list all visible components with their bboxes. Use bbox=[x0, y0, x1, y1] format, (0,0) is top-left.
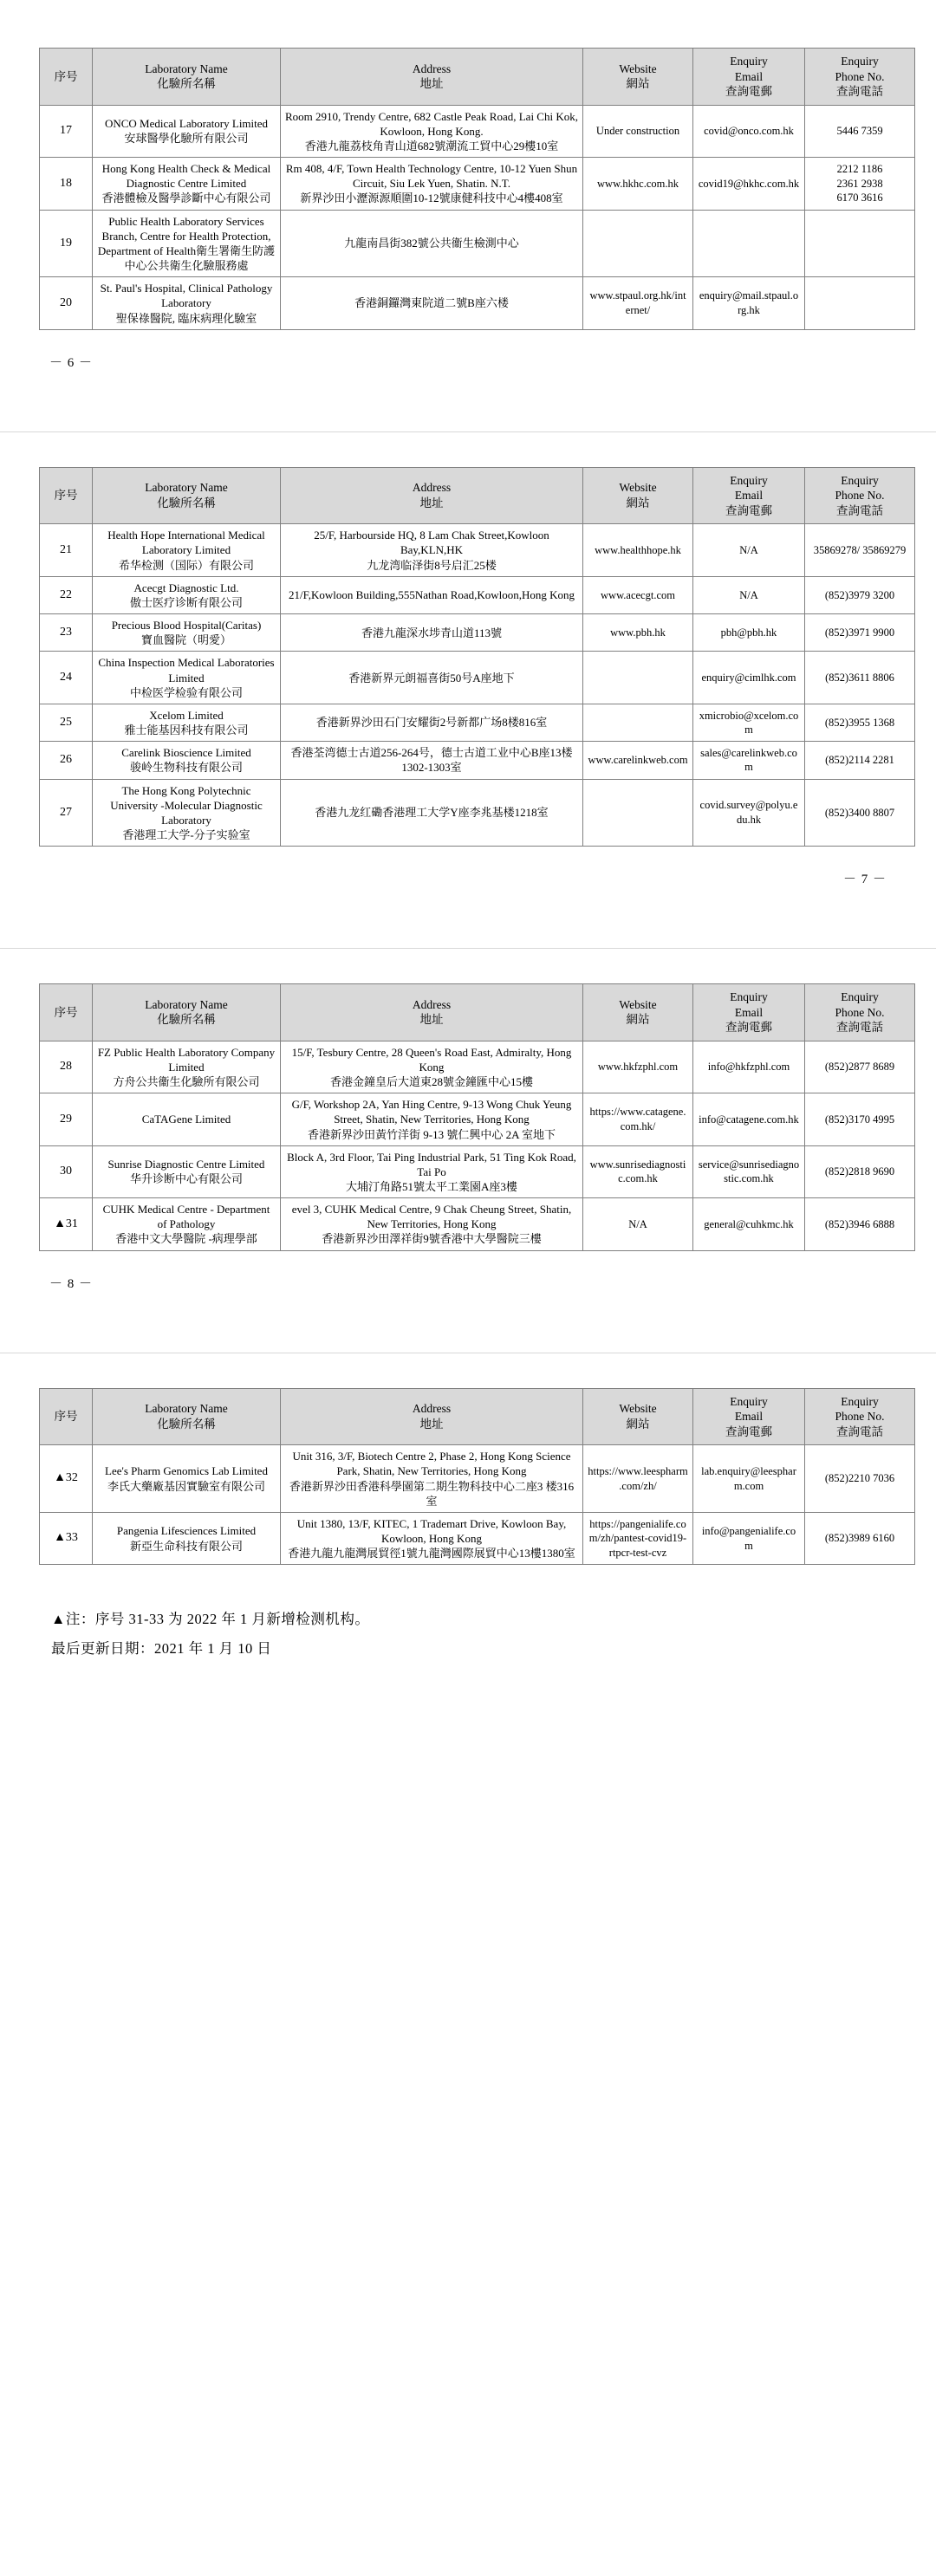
column-header-address bbox=[281, 1388, 583, 1445]
row-serial-number: 19 bbox=[40, 210, 93, 277]
column-header-no: 序号 bbox=[40, 49, 93, 106]
table-row bbox=[40, 704, 915, 741]
row-enquiry-phone: (852)3989 6160 bbox=[805, 1512, 915, 1564]
row-enquiry-email: lab.enquiry@leespharm.com bbox=[693, 1445, 805, 1513]
row-address: 九龍南昌街382號公共衞生檢測中心 bbox=[281, 210, 583, 277]
table-body bbox=[40, 1445, 915, 1565]
table-row bbox=[40, 779, 915, 847]
column-header-enquiry-phone-en2: Phone No. bbox=[835, 69, 885, 83]
column-header-no: 序号 bbox=[40, 984, 93, 1041]
column-header-enquiry-email-en1: Enquiry bbox=[730, 55, 768, 68]
row-serial-number: 17 bbox=[40, 105, 93, 157]
column-header-enquiry-phone-zh: 查詢電話 bbox=[836, 1424, 883, 1438]
page-top-spacer bbox=[39, 1353, 897, 1388]
row-address: 香港九龍深水埗青山道113號 bbox=[281, 614, 583, 652]
row-address: Rm 408, 4/F, Town Health Technology Centre, 10-12 Yuen Shun Circuit, Siu Lek Yuen, Shatin. N.T. 新界沙田小瀝源源順圍10-12號康健科技中心4樓408室 bbox=[281, 158, 583, 210]
table-row bbox=[40, 1145, 915, 1197]
column-header-enquiry-phone bbox=[805, 49, 915, 106]
table-row bbox=[40, 210, 915, 277]
table-row bbox=[40, 158, 915, 210]
column-header-laboratory-name-en: Laboratory Name bbox=[145, 997, 228, 1011]
column-header-laboratory-name bbox=[93, 467, 281, 524]
column-header-address-zh: 地址 bbox=[419, 77, 444, 91]
row-serial-number: 25 bbox=[40, 704, 93, 741]
page-number: － 8 － bbox=[49, 1276, 94, 1291]
column-header-laboratory-name-en: Laboratory Name bbox=[145, 481, 228, 495]
table-row bbox=[40, 277, 915, 329]
row-website bbox=[583, 210, 693, 277]
column-header-address-en: Address bbox=[412, 62, 452, 75]
row-enquiry-email: N/A bbox=[693, 524, 805, 576]
row-website: www.sunrisediagnostic.com.hk bbox=[583, 1145, 693, 1197]
table-header bbox=[40, 49, 915, 106]
row-address: 21/F,Kowloon Building,555Nathan Road,Kowloon,Hong Kong bbox=[281, 576, 583, 613]
row-enquiry-email: N/A bbox=[693, 576, 805, 613]
row-website: www.hkhc.com.hk bbox=[583, 158, 693, 210]
row-enquiry-email: pbh@pbh.hk bbox=[693, 614, 805, 652]
row-website: www.healthhope.hk bbox=[583, 524, 693, 576]
footnotes bbox=[39, 1565, 897, 1664]
column-header-enquiry-phone-en2: Phone No. bbox=[835, 489, 885, 503]
page-bottom-spacer bbox=[39, 1664, 897, 1724]
row-serial-number: 27 bbox=[40, 779, 93, 847]
row-enquiry-email: covid@onco.com.hk bbox=[693, 105, 805, 157]
row-laboratory-name: CUHK Medical Centre - Department of Pathology 香港中文大學醫院 -病理學部 bbox=[93, 1198, 281, 1250]
laboratory-table bbox=[39, 983, 915, 1251]
row-laboratory-name: ONCO Medical Laboratory Limited 安球醫學化驗所有限公司 bbox=[93, 105, 281, 157]
column-header-laboratory-name-zh: 化驗所名稱 bbox=[157, 1013, 216, 1027]
table-header bbox=[40, 467, 915, 524]
column-header-enquiry-phone-en1: Enquiry bbox=[841, 990, 879, 1004]
row-enquiry-email: info@hkfzphl.com bbox=[693, 1041, 805, 1093]
column-header-enquiry-phone-en1: Enquiry bbox=[841, 1394, 879, 1408]
column-header-enquiry-phone bbox=[805, 467, 915, 524]
row-enquiry-phone: (852)3946 6888 bbox=[805, 1198, 915, 1250]
row-enquiry-email: covid19@hkhc.com.hk bbox=[693, 158, 805, 210]
row-enquiry-email bbox=[693, 210, 805, 277]
column-header-enquiry-email-zh: 查詢電郵 bbox=[725, 1021, 772, 1035]
document-page bbox=[0, 949, 936, 1353]
footnote-last-updated: 最后更新日期：2021 年 1 月 10 日 bbox=[51, 1640, 272, 1658]
row-serial-number: 23 bbox=[40, 614, 93, 652]
column-header-address bbox=[281, 984, 583, 1041]
row-enquiry-email: xmicrobio@xcelom.com bbox=[693, 704, 805, 741]
row-serial-number: 26 bbox=[40, 742, 93, 779]
row-serial-number: ▲33 bbox=[40, 1512, 93, 1564]
table-body bbox=[40, 105, 915, 329]
row-laboratory-name: Sunrise Diagnostic Centre Limited 华升诊断中心有限公司 bbox=[93, 1145, 281, 1197]
column-header-laboratory-name-zh: 化驗所名稱 bbox=[157, 496, 216, 509]
column-header-enquiry-email bbox=[693, 984, 805, 1041]
row-laboratory-name: Acecgt Diagnostic Ltd. 傲士医疗诊断有限公司 bbox=[93, 576, 281, 613]
column-header-laboratory-name bbox=[93, 49, 281, 106]
row-website: https://pangenialife.com/zh/pantest-covid19-rtpcr-test-cvz bbox=[583, 1512, 693, 1564]
row-enquiry-phone: (852)2818 9690 bbox=[805, 1145, 915, 1197]
row-laboratory-name: Pangenia Lifesciences Limited 新亞生命科技有限公司 bbox=[93, 1512, 281, 1564]
column-header-address bbox=[281, 467, 583, 524]
row-enquiry-email: service@sunrisediagnostic.com.hk bbox=[693, 1145, 805, 1197]
row-address: 香港銅鑼灣東院道二號B座六楼 bbox=[281, 277, 583, 329]
column-header-laboratory-name bbox=[93, 984, 281, 1041]
column-header-address-en: Address bbox=[412, 997, 452, 1011]
column-header-laboratory-name-en: Laboratory Name bbox=[145, 1402, 228, 1416]
column-header-website bbox=[583, 49, 693, 106]
row-address: 香港新界元朗福喜街50号A座地下 bbox=[281, 652, 583, 704]
row-laboratory-name: St. Paul's Hospital, Clinical Pathology Laboratory 聖保祿醫院, 臨床病理化驗室 bbox=[93, 277, 281, 329]
laboratory-table bbox=[39, 467, 915, 847]
row-enquiry-phone: (852)3979 3200 bbox=[805, 576, 915, 613]
document-page bbox=[0, 432, 936, 948]
column-header-enquiry-phone-en2: Phone No. bbox=[835, 1005, 885, 1019]
table-row bbox=[40, 1445, 915, 1513]
row-serial-number: 30 bbox=[40, 1145, 93, 1197]
row-laboratory-name: CaTAGene Limited bbox=[93, 1093, 281, 1145]
column-header-website-zh: 網站 bbox=[626, 77, 650, 91]
column-header-laboratory-name bbox=[93, 1388, 281, 1445]
row-enquiry-phone: (852)3971 9900 bbox=[805, 614, 915, 652]
column-header-no: 序号 bbox=[40, 1388, 93, 1445]
page-bottom-spacer bbox=[39, 1292, 897, 1353]
column-header-enquiry-email-en2: Email bbox=[734, 489, 764, 503]
row-laboratory-name: Xcelom Limited 雅士能基因科技有限公司 bbox=[93, 704, 281, 741]
row-enquiry-phone: (852)2114 2281 bbox=[805, 742, 915, 779]
row-laboratory-name: China Inspection Medical Laboratories Limited 中检医学检验有限公司 bbox=[93, 652, 281, 704]
row-enquiry-email: covid.survey@polyu.edu.hk bbox=[693, 779, 805, 847]
row-enquiry-phone bbox=[805, 277, 915, 329]
row-laboratory-name: Lee's Pharm Genomics Lab Limited 李氏大藥廠基因實驗室有限公司 bbox=[93, 1445, 281, 1513]
row-serial-number: 21 bbox=[40, 524, 93, 576]
row-enquiry-phone: (852)3400 8807 bbox=[805, 779, 915, 847]
column-header-enquiry-email bbox=[693, 1388, 805, 1445]
table-header-row bbox=[40, 49, 915, 106]
page-number: － 7 － bbox=[842, 873, 887, 887]
row-laboratory-name: The Hong Kong Polytechnic University -Molecular Diagnostic Laboratory 香港理工大学-分子实验室 bbox=[93, 779, 281, 847]
column-header-enquiry-email-en2: Email bbox=[734, 1410, 764, 1424]
column-header-enquiry-email-en2: Email bbox=[734, 69, 764, 83]
column-header-website-en: Website bbox=[619, 997, 657, 1011]
row-enquiry-phone: (852)2877 8689 bbox=[805, 1041, 915, 1093]
row-enquiry-email: info@pangenialife.com bbox=[693, 1512, 805, 1564]
table-row bbox=[40, 1512, 915, 1564]
table-row bbox=[40, 105, 915, 157]
row-enquiry-email: general@cuhkmc.hk bbox=[693, 1198, 805, 1250]
column-header-enquiry-email-en2: Email bbox=[734, 1005, 764, 1019]
row-enquiry-phone: (852)3611 8806 bbox=[805, 652, 915, 704]
table-body bbox=[40, 1041, 915, 1250]
table-body bbox=[40, 524, 915, 847]
column-header-website-zh: 網站 bbox=[626, 496, 650, 509]
row-enquiry-phone: 2212 1186 2361 2938 6170 3616 bbox=[805, 158, 915, 210]
page-number: － 6 － bbox=[49, 355, 94, 370]
table-header-row bbox=[40, 467, 915, 524]
column-header-address-en: Address bbox=[412, 481, 452, 495]
row-serial-number: 20 bbox=[40, 277, 93, 329]
row-website: www.pbh.hk bbox=[583, 614, 693, 652]
column-header-address-zh: 地址 bbox=[419, 1013, 444, 1027]
table-header bbox=[40, 1388, 915, 1445]
row-enquiry-phone: (852)3955 1368 bbox=[805, 704, 915, 741]
row-website bbox=[583, 652, 693, 704]
table-row bbox=[40, 652, 915, 704]
row-enquiry-email: info@catagene.com.hk bbox=[693, 1093, 805, 1145]
table-header-row bbox=[40, 1388, 915, 1445]
column-header-enquiry-phone-en1: Enquiry bbox=[841, 55, 879, 68]
table-row bbox=[40, 524, 915, 576]
table-row bbox=[40, 1041, 915, 1093]
column-header-website bbox=[583, 984, 693, 1041]
row-serial-number: 22 bbox=[40, 576, 93, 613]
footnote-new-institutions: ▲注：序号 31-33 为 2022 年 1 月新增检测机构。 bbox=[51, 1611, 370, 1628]
table-row bbox=[40, 1093, 915, 1145]
row-laboratory-name: FZ Public Health Laboratory Company Limited 方舟公共衞生化驗所有限公司 bbox=[93, 1041, 281, 1093]
column-header-no: 序号 bbox=[40, 467, 93, 524]
document-page bbox=[0, 1353, 936, 1724]
column-header-enquiry-email-en1: Enquiry bbox=[730, 1394, 768, 1408]
column-header-laboratory-name-en: Laboratory Name bbox=[145, 62, 228, 75]
column-header-enquiry-phone bbox=[805, 984, 915, 1041]
column-header-enquiry-email-zh: 查詢電郵 bbox=[725, 503, 772, 517]
column-header-enquiry-phone-zh: 查詢電話 bbox=[836, 1021, 883, 1035]
column-header-enquiry-phone bbox=[805, 1388, 915, 1445]
column-header-address bbox=[281, 49, 583, 106]
column-header-laboratory-name-zh: 化驗所名稱 bbox=[157, 77, 216, 91]
column-header-enquiry-email-zh: 查詢電郵 bbox=[725, 85, 772, 99]
row-address: 香港九龙红磡香港理工大学Y座李兆基楼1218室 bbox=[281, 779, 583, 847]
row-serial-number: ▲32 bbox=[40, 1445, 93, 1513]
row-website: www.stpaul.org.hk/internet/ bbox=[583, 277, 693, 329]
table-row bbox=[40, 1198, 915, 1250]
row-address: evel 3, CUHK Medical Centre, 9 Chak Cheung Street, Shatin, New Territories, Hong Kong 香港新界沙田澤祥街9號香港中大學醫院三樓 bbox=[281, 1198, 583, 1250]
table-header-row bbox=[40, 984, 915, 1041]
row-website: www.acecgt.com bbox=[583, 576, 693, 613]
row-enquiry-phone: (852)2210 7036 bbox=[805, 1445, 915, 1513]
row-laboratory-name: Carelink Bioscience Limited 骏岭生物科技有限公司 bbox=[93, 742, 281, 779]
row-website: Under construction bbox=[583, 105, 693, 157]
table-row bbox=[40, 742, 915, 779]
column-header-enquiry-phone-en1: Enquiry bbox=[841, 473, 879, 487]
laboratory-table bbox=[39, 1388, 915, 1566]
row-address: Unit 1380, 13/F, KITEC, 1 Trademart Drive, Kowloon Bay, Kowloon, Hong Kong 香港九龍九龍灣展貿徑1號九龍灣國際展貿中心13樓1380室 bbox=[281, 1512, 583, 1564]
column-header-enquiry-email-en1: Enquiry bbox=[730, 990, 768, 1004]
row-address: 15/F, Tesbury Centre, 28 Queen's Road East, Admiralty, Hong Kong 香港金鐘皇后大道東28號金鐘匯中心15樓 bbox=[281, 1041, 583, 1093]
column-header-enquiry-email bbox=[693, 467, 805, 524]
row-enquiry-email: enquiry@cimlhk.com bbox=[693, 652, 805, 704]
row-laboratory-name: Precious Blood Hospital(Caritas) 寶血醫院（明愛） bbox=[93, 614, 281, 652]
column-header-address-zh: 地址 bbox=[419, 1417, 444, 1431]
column-header-enquiry-email bbox=[693, 49, 805, 106]
page-bottom-spacer bbox=[39, 371, 897, 431]
row-serial-number: 24 bbox=[40, 652, 93, 704]
table-header bbox=[40, 984, 915, 1041]
laboratory-table bbox=[39, 48, 915, 330]
row-address: 25/F, Harbourside HQ, 8 Lam Chak Street,Kowloon Bay,KLN,HK 九龙湾临泽街8号启汇25楼 bbox=[281, 524, 583, 576]
column-header-enquiry-phone-zh: 查詢電話 bbox=[836, 503, 883, 517]
page-bottom-spacer bbox=[39, 887, 897, 948]
row-address: Room 2910, Trendy Centre, 682 Castle Peak Road, Lai Chi Kok, Kowloon, Hong Kong. 香港九龍荔枝角青山道682號潮流工貿中心29樓10室 bbox=[281, 105, 583, 157]
page-top-spacer bbox=[39, 0, 897, 48]
table-row bbox=[40, 614, 915, 652]
row-website: https://www.leespharm.com/zh/ bbox=[583, 1445, 693, 1513]
row-address: 香港荃湾德士古道256-264号，德士古道工业中心B座13楼1302-1303室 bbox=[281, 742, 583, 779]
column-header-website-zh: 網站 bbox=[626, 1013, 650, 1027]
row-laboratory-name: Health Hope International Medical Laboratory Limited 希华检测（国际）有限公司 bbox=[93, 524, 281, 576]
row-website: N/A bbox=[583, 1198, 693, 1250]
column-header-address-zh: 地址 bbox=[419, 496, 444, 509]
row-enquiry-phone: 5446 7359 bbox=[805, 105, 915, 157]
row-address: 香港新界沙田石门安耀街2号新都广场8楼816室 bbox=[281, 704, 583, 741]
row-website: www.carelinkweb.com bbox=[583, 742, 693, 779]
row-serial-number: 28 bbox=[40, 1041, 93, 1093]
column-header-website-en: Website bbox=[619, 481, 657, 495]
row-address: Unit 316, 3/F, Biotech Centre 2, Phase 2, Hong Kong Science Park, Shatin, New Territories, Hong Kong 香港新界沙田香港科學園第二期生物科技中心二座3 楼316 室 bbox=[281, 1445, 583, 1513]
row-enquiry-email: sales@carelinkweb.com bbox=[693, 742, 805, 779]
column-header-website bbox=[583, 467, 693, 524]
row-serial-number: 29 bbox=[40, 1093, 93, 1145]
row-website: https://www.catagene.com.hk/ bbox=[583, 1093, 693, 1145]
column-header-enquiry-email-en1: Enquiry bbox=[730, 473, 768, 487]
row-website bbox=[583, 704, 693, 741]
row-website: www.hkfzphl.com bbox=[583, 1041, 693, 1093]
row-address: Block A, 3rd Floor, Tai Ping Industrial Park, 51 Ting Kok Road, Tai Po 大埔汀角路51號太平工業園A座3樓 bbox=[281, 1145, 583, 1197]
row-enquiry-email: enquiry@mail.stpaul.org.hk bbox=[693, 277, 805, 329]
document-page bbox=[0, 0, 936, 431]
row-address: G/F, Workshop 2A, Yan Hing Centre, 9-13 Wong Chuk Yeung Street, Shatin, New Territories, Hong Kong 香港新界沙田黃竹洋街 9-13 號仁興中心 2A 室地下 bbox=[281, 1093, 583, 1145]
table-row bbox=[40, 576, 915, 613]
row-website bbox=[583, 779, 693, 847]
row-enquiry-phone: (852)3170 4995 bbox=[805, 1093, 915, 1145]
row-serial-number: 18 bbox=[40, 158, 93, 210]
column-header-enquiry-phone-en2: Phone No. bbox=[835, 1410, 885, 1424]
column-header-website-zh: 網站 bbox=[626, 1417, 650, 1431]
page-top-spacer bbox=[39, 949, 897, 983]
row-enquiry-phone: 35869278/ 35869279 bbox=[805, 524, 915, 576]
row-serial-number: ▲31 bbox=[40, 1198, 93, 1250]
column-header-website-en: Website bbox=[619, 1402, 657, 1416]
column-header-enquiry-email-zh: 查詢電郵 bbox=[725, 1424, 772, 1438]
column-header-laboratory-name-zh: 化驗所名稱 bbox=[157, 1417, 216, 1431]
column-header-address-en: Address bbox=[412, 1402, 452, 1416]
column-header-website-en: Website bbox=[619, 62, 657, 75]
row-laboratory-name: Public Health Laboratory Services Branch, Centre for Health Protection, Department of Health衛生署衛生防護中心公共衛生化驗服務處 bbox=[93, 210, 281, 277]
row-laboratory-name: Hong Kong Health Check & Medical Diagnostic Centre Limited 香港體檢及醫學診斷中心有限公司 bbox=[93, 158, 281, 210]
column-header-website bbox=[583, 1388, 693, 1445]
row-enquiry-phone bbox=[805, 210, 915, 277]
column-header-enquiry-phone-zh: 查詢電話 bbox=[836, 85, 883, 99]
page-top-spacer bbox=[39, 432, 897, 467]
